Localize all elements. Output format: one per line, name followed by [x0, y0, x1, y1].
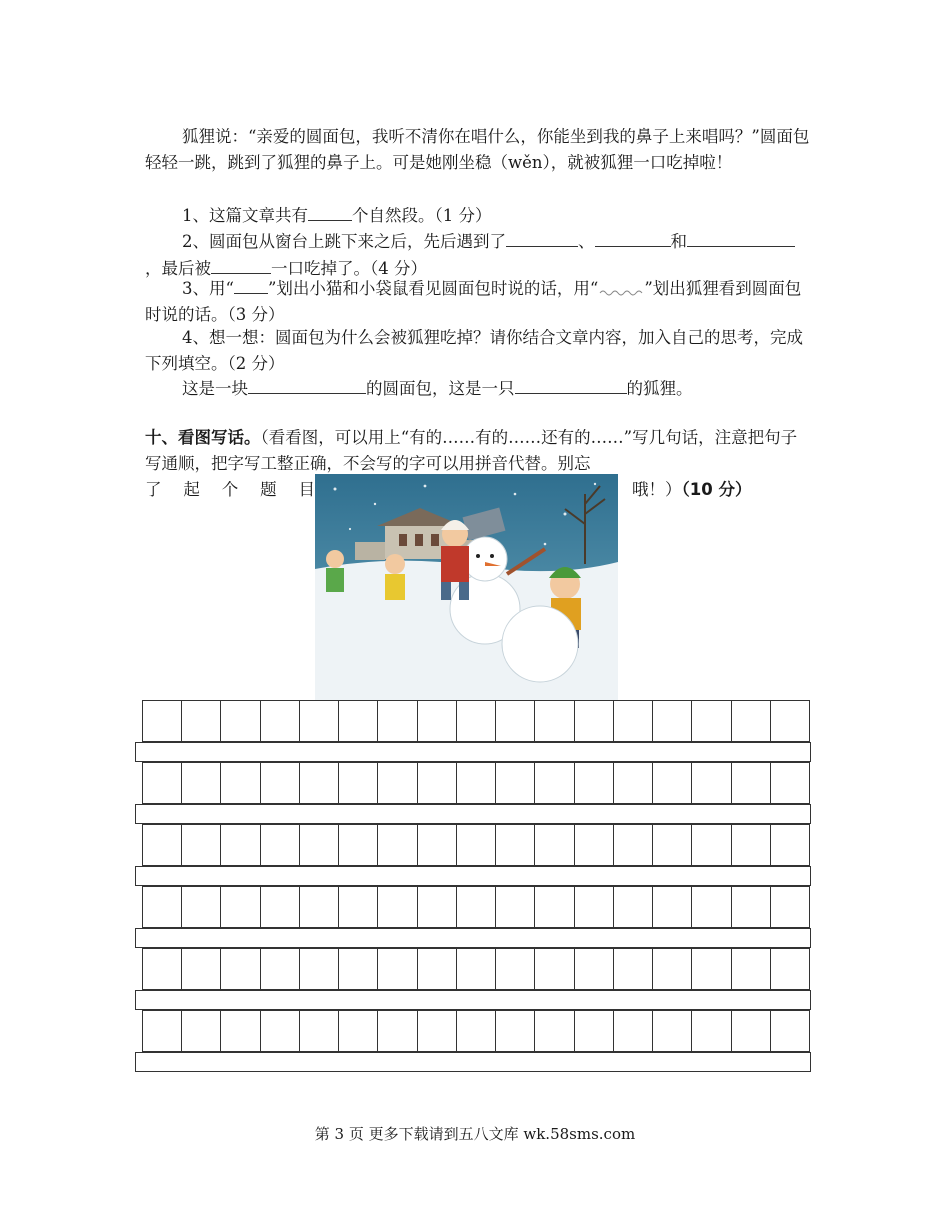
grid-cell[interactable]	[771, 949, 809, 989]
question-4-fill	[145, 375, 810, 402]
grid-cell[interactable]	[653, 825, 692, 865]
grid-cell[interactable]	[300, 825, 339, 865]
grid-cell[interactable]	[535, 763, 574, 803]
spread-char-2: 个	[221, 480, 239, 499]
grid-cell[interactable]	[535, 949, 574, 989]
grid-row-spacer	[135, 928, 811, 948]
grid-cell[interactable]	[575, 763, 614, 803]
grid-cell[interactable]	[653, 887, 692, 927]
grid-cell[interactable]	[614, 825, 653, 865]
grid-cell[interactable]	[221, 763, 260, 803]
grid-cell[interactable]	[653, 763, 692, 803]
grid-row	[142, 1010, 810, 1052]
grid-cell[interactable]	[300, 1011, 339, 1051]
section-10-heading	[145, 425, 810, 477]
grid-cell[interactable]	[378, 825, 417, 865]
q2-text-c: 一口吃掉了。（4 分）	[271, 259, 427, 278]
q1-text-b: 个自然段。（1 分）	[352, 206, 492, 225]
grid-cell[interactable]	[261, 763, 300, 803]
grid-cell[interactable]	[182, 1011, 221, 1051]
grid-cell[interactable]	[418, 1011, 457, 1051]
snowman-picture	[315, 474, 618, 700]
q4-fill-text-c: 的狐狸。	[626, 379, 693, 398]
q2-sep-2: 和	[670, 232, 687, 251]
grid-cell[interactable]	[692, 949, 731, 989]
big-snowball	[502, 606, 578, 682]
grid-cell[interactable]	[378, 949, 417, 989]
grid-cell[interactable]	[771, 763, 809, 803]
grid-cell[interactable]	[221, 1011, 260, 1051]
section-10-tail	[632, 476, 751, 500]
grid-cell[interactable]	[614, 887, 653, 927]
grid-cell[interactable]	[771, 825, 809, 865]
snowman-illustration	[315, 474, 618, 700]
grid-cell[interactable]	[339, 701, 378, 741]
grid-cell[interactable]	[771, 701, 809, 741]
q3-text-b: ”划出小猫和小袋鼠看见圆面包时说的话，用“	[267, 279, 599, 298]
grid-cell[interactable]	[496, 701, 535, 741]
grid-cell[interactable]	[771, 887, 809, 927]
q4-fill-text-a: 这是一块	[182, 379, 248, 398]
q3-text-a: 3、用“	[182, 279, 234, 298]
grid-cell[interactable]	[339, 1011, 378, 1051]
grid-cell[interactable]	[143, 701, 182, 741]
grid-cell[interactable]	[261, 701, 300, 741]
page-footer: 第 3 页 更多下载请到五八文库 wk.58sms.com	[314, 1125, 636, 1143]
grid-cell[interactable]	[300, 887, 339, 927]
grid-cell[interactable]	[143, 825, 182, 865]
grid-cell[interactable]	[732, 887, 771, 927]
grid-row-spacer	[135, 804, 811, 824]
grid-cell[interactable]	[692, 1011, 731, 1051]
grid-cell[interactable]	[575, 825, 614, 865]
grid-row	[142, 762, 810, 804]
grid-cell[interactable]	[339, 825, 378, 865]
grid-cell[interactable]	[418, 825, 457, 865]
grid-cell[interactable]	[575, 701, 614, 741]
grid-cell[interactable]	[418, 887, 457, 927]
grid-row	[142, 824, 810, 866]
question-3	[145, 275, 810, 328]
writing-grid[interactable]	[135, 700, 811, 1072]
grid-cell[interactable]	[143, 949, 182, 989]
q2-text-a: 2、圆面包从窗台上跳下来之后，先后遇到了	[182, 232, 506, 251]
grid-cell[interactable]	[653, 1011, 692, 1051]
grid-cell[interactable]	[496, 825, 535, 865]
grid-row-spacer	[135, 866, 811, 886]
grid-cell[interactable]	[378, 1011, 417, 1051]
q4-fill-text-b: 的圆面包，这是一只	[366, 379, 515, 398]
grid-cell[interactable]	[535, 887, 574, 927]
grid-cell[interactable]	[378, 887, 417, 927]
grid-cell[interactable]	[378, 763, 417, 803]
grid-cell[interactable]	[339, 949, 378, 989]
child-small-green	[326, 550, 344, 592]
grid-row-spacer	[135, 990, 811, 1010]
grid-cell[interactable]	[457, 763, 496, 803]
question-4: 4、想一想：圆面包为什么会被狐狸吃掉？请你结合文章内容，加入自己的思考，完成下列填空。（2 分）	[145, 328, 803, 373]
grid-cell[interactable]	[418, 949, 457, 989]
grid-cell[interactable]	[143, 763, 182, 803]
grid-cell[interactable]	[575, 949, 614, 989]
grid-cell[interactable]	[300, 949, 339, 989]
q1-text-a: 1、这篇文章共有	[182, 206, 308, 225]
grid-cell[interactable]	[182, 825, 221, 865]
grid-cell[interactable]	[221, 949, 260, 989]
q3-text-c: ”划出狐狸看到圆面包时说的话。（3 分）	[145, 279, 802, 324]
grid-cell[interactable]	[457, 701, 496, 741]
grid-cell[interactable]	[771, 1011, 809, 1051]
q2-blank-1[interactable]	[506, 228, 578, 247]
grid-cell[interactable]	[653, 949, 692, 989]
grid-cell[interactable]	[496, 949, 535, 989]
grid-cell[interactable]	[692, 701, 731, 741]
grid-cell[interactable]	[496, 887, 535, 927]
grid-cell[interactable]	[692, 887, 731, 927]
grid-cell[interactable]	[378, 701, 417, 741]
q1-blank[interactable]	[308, 202, 352, 221]
child-small-yellow	[385, 554, 405, 600]
grid-row-spacer	[135, 742, 811, 762]
section-10-spread-line	[145, 476, 315, 500]
q2-blank-3[interactable]	[687, 228, 767, 247]
question-1	[145, 202, 810, 229]
grid-cell[interactable]	[261, 825, 300, 865]
grid-cell[interactable]	[732, 825, 771, 865]
grid-cell[interactable]	[339, 763, 378, 803]
section-10-instruction: （看看图，可以用上“有的……有的……还有的……”写几句话，注意把句子写通顺，把字写工整正确，不会写的字可以用拼音代替。别忘	[145, 428, 798, 473]
grid-cell[interactable]	[535, 1011, 574, 1051]
grid-cell[interactable]	[614, 763, 653, 803]
spread-char-4: 目	[298, 480, 315, 499]
section-10-title: 十、看图写话。	[145, 428, 261, 447]
grid-cell[interactable]	[457, 949, 496, 989]
grid-cell[interactable]	[535, 701, 574, 741]
q2-sep-1: 、	[578, 232, 595, 251]
grid-cell[interactable]	[339, 887, 378, 927]
spread-char-3: 题	[260, 480, 277, 499]
grid-cell[interactable]	[221, 887, 260, 927]
grid-cell[interactable]	[496, 763, 535, 803]
q3-straight-line-sample	[234, 275, 268, 294]
grid-cell[interactable]	[143, 887, 182, 927]
grid-row	[142, 700, 810, 742]
grid-cell[interactable]	[614, 949, 653, 989]
grid-cell[interactable]	[182, 701, 221, 741]
q2-blank-3-cont[interactable]	[767, 228, 795, 247]
section-10-score: （10 分）	[681, 480, 752, 499]
q4-blank-2[interactable]	[515, 375, 627, 394]
grid-cell[interactable]	[692, 763, 731, 803]
grid-cell[interactable]	[261, 1011, 300, 1051]
grid-cell[interactable]	[496, 1011, 535, 1051]
grid-cell[interactable]	[182, 949, 221, 989]
grid-cell[interactable]	[221, 701, 260, 741]
q2-blank-2[interactable]	[595, 228, 671, 247]
grid-cell[interactable]	[732, 1011, 771, 1051]
grid-cell[interactable]	[457, 887, 496, 927]
spread-char-0: 了	[145, 480, 162, 499]
grid-cell[interactable]	[457, 1011, 496, 1051]
grid-cell[interactable]	[732, 949, 771, 989]
grid-cell[interactable]	[300, 763, 339, 803]
grid-cell[interactable]	[535, 825, 574, 865]
grid-cell[interactable]	[182, 763, 221, 803]
passage-paragraph: 狐狸说：“亲爱的圆面包，我听不清你在唱什么，你能坐到我的鼻子上来唱吗？”圆面包轻轻一跳，跳到了狐狸的鼻子上。可是她刚坐稳（wěn），就被狐狸一口吃掉啦！	[145, 127, 810, 172]
q4-blank-1[interactable]	[248, 375, 366, 394]
grid-cell[interactable]	[457, 825, 496, 865]
grid-cell[interactable]	[614, 1011, 653, 1051]
tail-text: 哦！）	[632, 480, 682, 499]
grid-cell[interactable]	[575, 1011, 614, 1051]
grid-cell[interactable]	[575, 887, 614, 927]
grid-cell[interactable]	[182, 887, 221, 927]
grid-cell[interactable]	[221, 825, 260, 865]
grid-row	[142, 886, 810, 928]
q2-blank-4[interactable]	[211, 255, 271, 274]
grid-cell[interactable]	[261, 887, 300, 927]
grid-cell[interactable]	[300, 701, 339, 741]
grid-cell[interactable]	[732, 701, 771, 741]
grid-row-spacer	[135, 1052, 811, 1072]
grid-row	[142, 948, 810, 990]
grid-cell[interactable]	[692, 825, 731, 865]
q3-wavy-line-sample	[598, 283, 644, 297]
grid-cell[interactable]	[653, 701, 692, 741]
question-2	[145, 228, 810, 282]
grid-cell[interactable]	[732, 763, 771, 803]
grid-cell[interactable]	[418, 763, 457, 803]
spread-char-1: 起	[183, 480, 200, 499]
grid-cell[interactable]	[143, 1011, 182, 1051]
q2-text-b: ，最后被	[145, 259, 211, 278]
grid-cell[interactable]	[261, 949, 300, 989]
grid-cell[interactable]	[614, 701, 653, 741]
grid-cell[interactable]	[418, 701, 457, 741]
